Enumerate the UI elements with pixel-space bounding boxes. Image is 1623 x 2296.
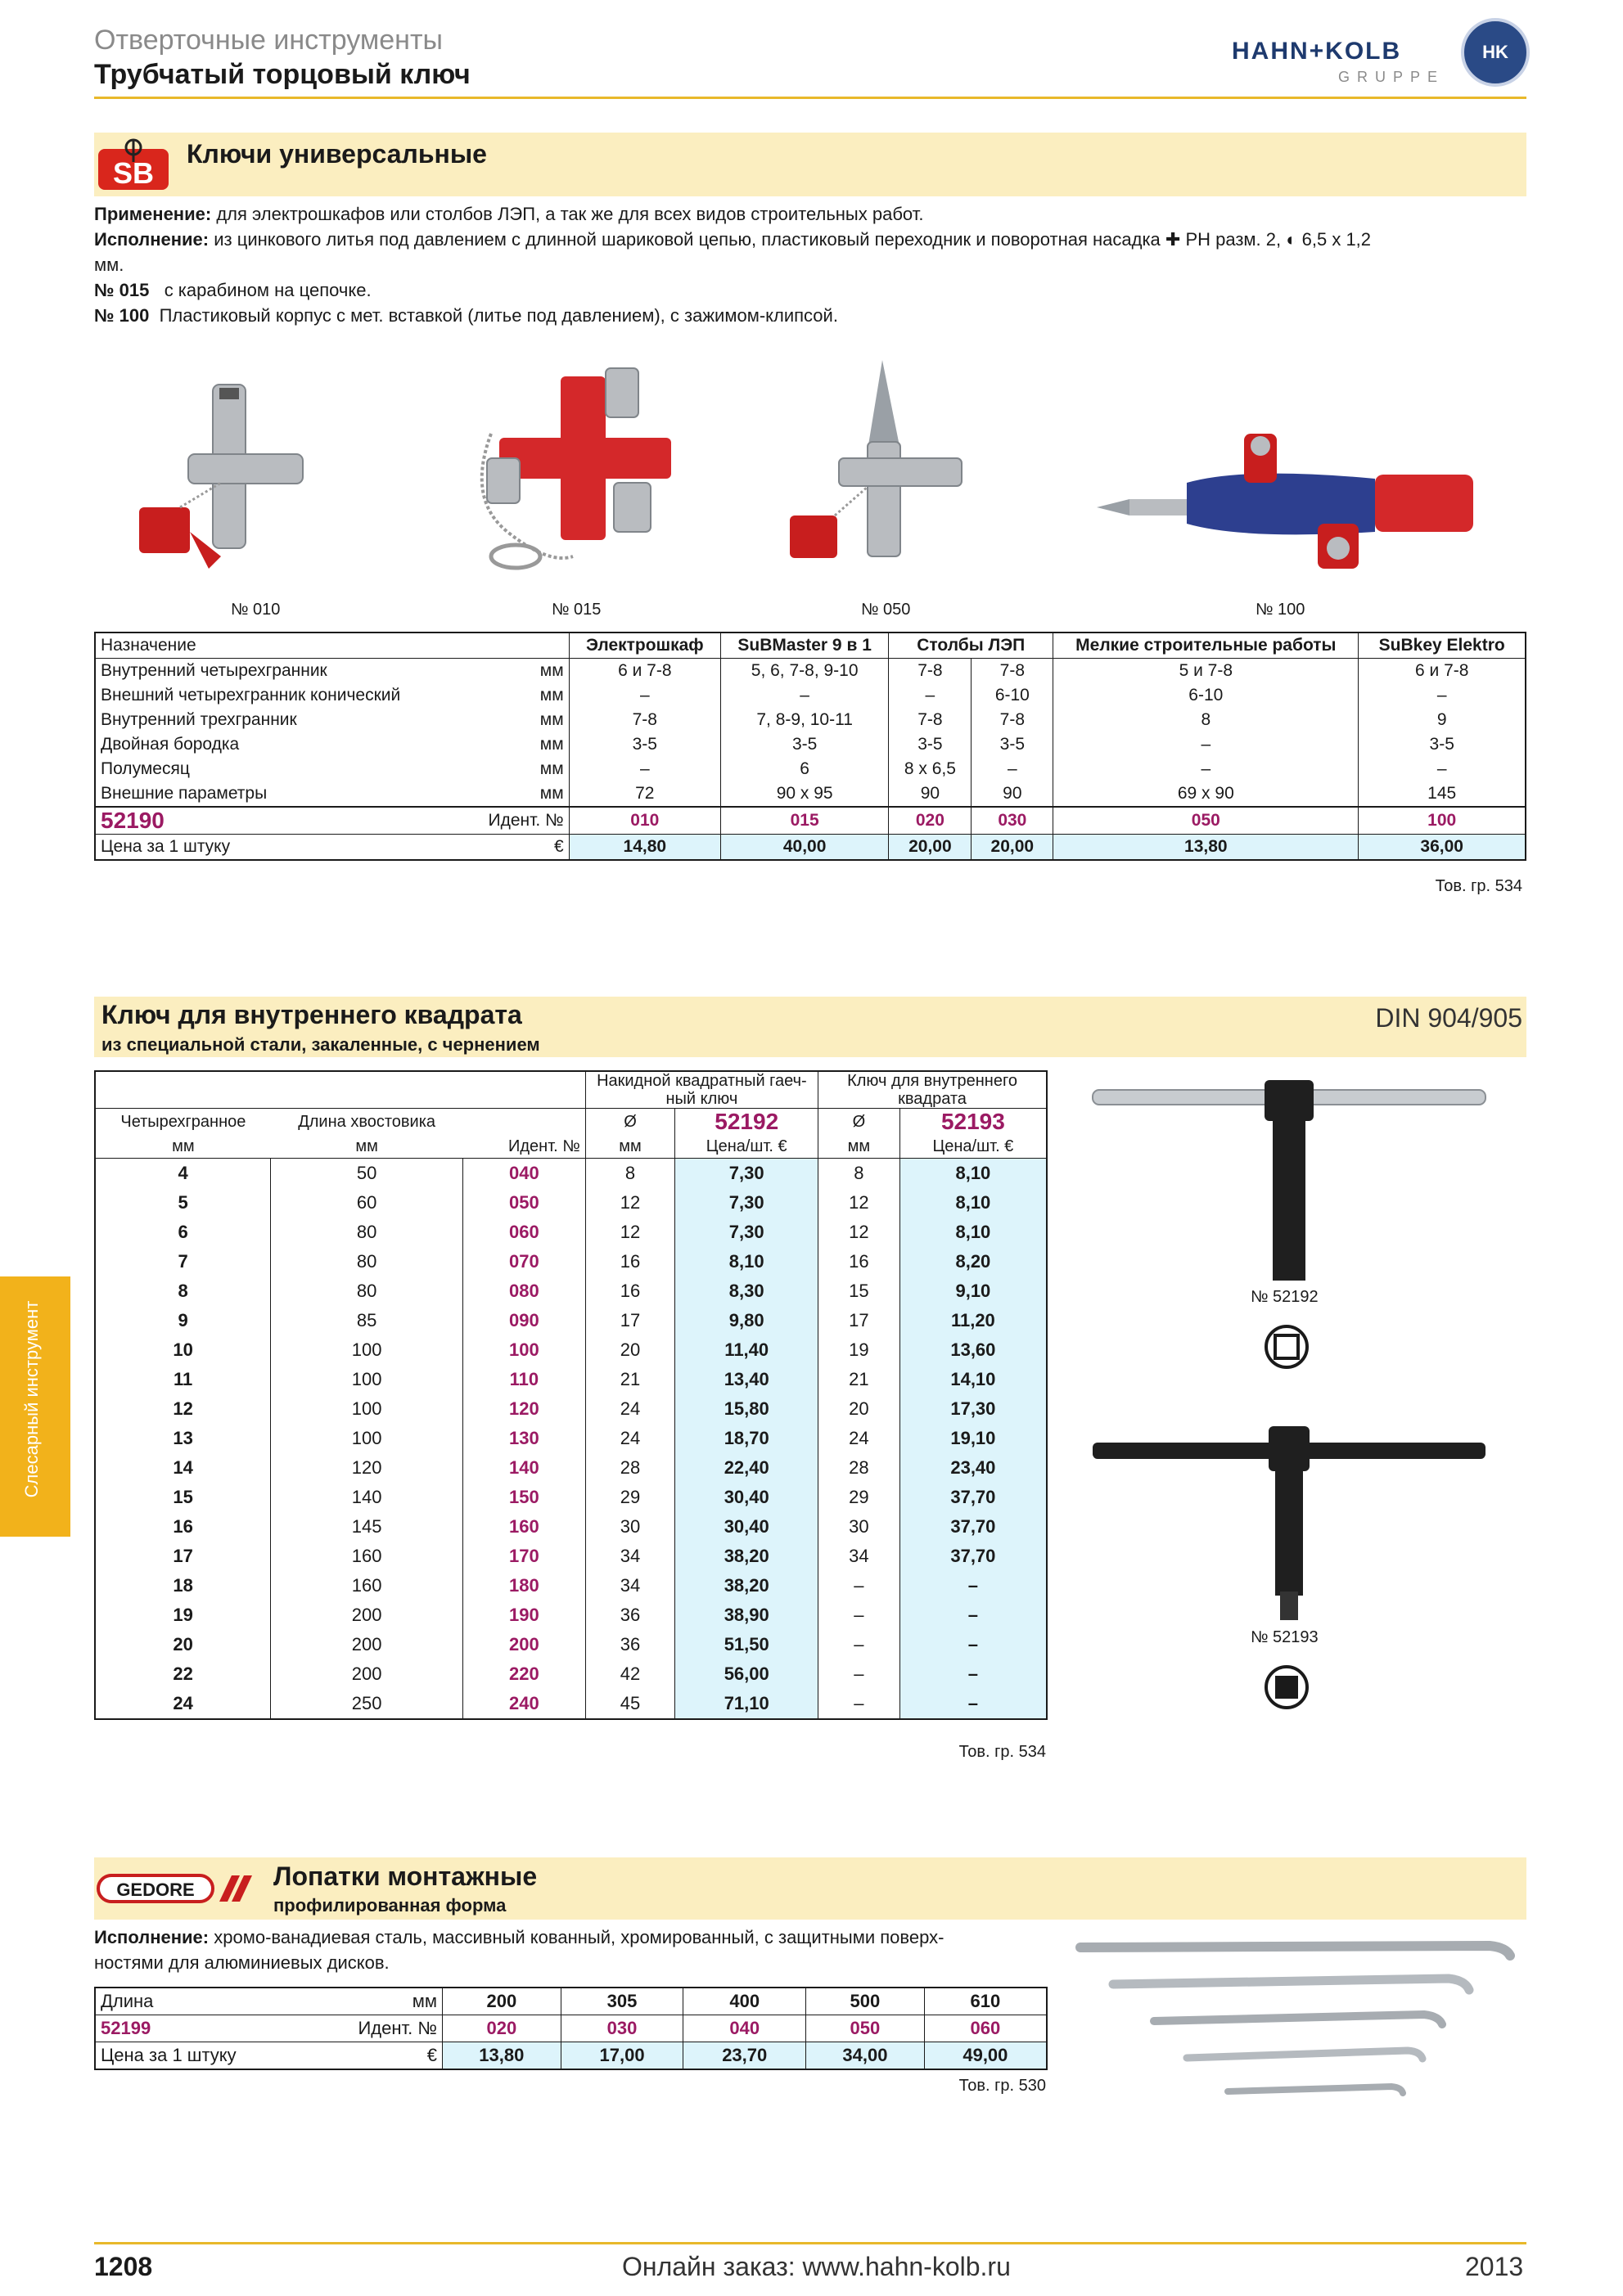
table-cell: 24 <box>173 1693 193 1713</box>
group2-header: Ключ для внутреннего квадрата <box>818 1071 1047 1109</box>
table-cell: 110 <box>462 1365 585 1394</box>
note2-label: № 100 <box>94 305 150 326</box>
table-cell: 11,40 <box>675 1335 818 1365</box>
table-cell: 16 <box>585 1247 675 1276</box>
execution-text: из цинкового литья под давлением с длинной шариковой цепью, пластиковый переходник и поворотная насадка ✚ PH разм. 2, ◐ 6,5 х 1,2 <box>214 229 1372 250</box>
table-cell: 8,10 <box>899 1159 1047 1189</box>
tool-image-52192 <box>1089 1080 1498 1293</box>
table-cell: 11,20 <box>899 1306 1047 1335</box>
product-image-010 <box>131 368 344 581</box>
column-header: Электрошкаф <box>569 633 720 659</box>
table-cell: 15 <box>173 1487 193 1507</box>
table-cell: 24 <box>818 1424 900 1453</box>
section2-subtitle: из специальной стали, закаленные, с чернением <box>101 1034 540 1055</box>
table-cell: 16 <box>585 1276 675 1306</box>
group-header-row <box>95 1071 1047 1109</box>
section1-description <box>94 201 1535 328</box>
table-cell: 12 <box>585 1218 675 1247</box>
table-cell: 16 <box>818 1247 900 1276</box>
price-label: Цена за 1 штуку <box>95 835 484 861</box>
logo-badge: HK <box>1461 18 1530 87</box>
table-cell: 18,70 <box>675 1424 818 1453</box>
table-cell: 34 <box>585 1571 675 1600</box>
purpose-label: Назначение <box>95 633 484 659</box>
note2-text: Пластиковый корпус с мет. вставкой (литье под давлением), с зажимом-клипсой. <box>159 305 838 326</box>
execution3-label: Исполнение: <box>94 1927 210 1947</box>
table-cell: 36 <box>585 1600 675 1630</box>
square-drive-icon <box>1264 1664 1310 1710</box>
section2-title: Ключ для внутреннего квадрата <box>101 1000 522 1029</box>
table-row <box>95 1394 1047 1424</box>
table-cell: 120 <box>271 1453 463 1483</box>
table-cell: 38,20 <box>675 1542 818 1571</box>
table-cell: 8 <box>178 1281 188 1301</box>
logo-main-text: HAHN+KOLB <box>1232 38 1402 65</box>
table-cell: 34 <box>818 1542 900 1571</box>
table-cell: 22,40 <box>675 1453 818 1483</box>
table-cell: 22 <box>173 1663 193 1684</box>
table-cell: 200 <box>271 1659 463 1689</box>
header-title: Трубчатый торцовый ключ <box>94 59 471 90</box>
caption-010: № 010 <box>231 601 281 619</box>
length-label: Длина <box>101 1991 154 2011</box>
table-cell: 24 <box>585 1424 675 1453</box>
table-cell: 8,10 <box>675 1247 818 1276</box>
table-cell: 12 <box>818 1218 900 1247</box>
table-row <box>95 1659 1047 1689</box>
table-cell: – <box>818 1600 900 1630</box>
table-cell: 30,40 <box>675 1512 818 1542</box>
group1-header: Накидной квадратный гаеч-ный ключ <box>585 1071 818 1109</box>
ident-row: 52190 Идент. № 010 015 020 030 050 100 <box>95 807 1526 835</box>
table-cell: – <box>818 1659 900 1689</box>
product-image-100 <box>1080 417 1490 581</box>
note1-label: № 015 <box>94 280 150 300</box>
side-tab-label: Слесарный инструмент <box>21 1300 42 1498</box>
table-cell: – <box>818 1571 900 1600</box>
col-diam-1: Ø <box>585 1109 675 1136</box>
table-cell: 9,80 <box>675 1306 818 1335</box>
execution-label: Исполнение: <box>94 229 210 250</box>
table-cell: 150 <box>462 1483 585 1512</box>
table-cell: 16 <box>173 1516 193 1537</box>
table-cell: 5 <box>178 1192 188 1213</box>
table-cell: 20 <box>585 1335 675 1365</box>
table-row <box>95 1247 1047 1276</box>
table-row: Полумесяц мм – 6 8 х 6,5 – – – <box>95 757 1526 781</box>
table-cell: 51,50 <box>675 1630 818 1659</box>
table-cell: 240 <box>462 1689 585 1719</box>
table-row: Внешний четырехгранник конический мм – – – 6-10 6-10 – <box>95 683 1526 708</box>
price-row: Цена за 1 штуку € 13,80 17,00 23,70 34,00 49,00 <box>95 2042 1047 2070</box>
execution3-text: хромо-ванадиевая сталь, массивный кованный, хромированный, с защитными поверх- <box>214 1927 944 1947</box>
footer-divider <box>94 2242 1526 2244</box>
table-cell: 12 <box>585 1188 675 1218</box>
table-cell: 100 <box>271 1424 463 1453</box>
section3-title: Лопатки монтажные <box>273 1862 538 1891</box>
table-cell: 9 <box>178 1310 188 1330</box>
table-cell: 19 <box>818 1335 900 1365</box>
table-cell: 24 <box>585 1394 675 1424</box>
footer-year: 2013 <box>1465 2252 1524 2281</box>
execution-text-cont: мм. <box>94 254 124 275</box>
table-cell: 100 <box>271 1335 463 1365</box>
tov-gr-3: Тов. гр. 530 <box>958 2077 1046 2095</box>
table-cell: 23,40 <box>899 1453 1047 1483</box>
table-cell: 17 <box>585 1306 675 1335</box>
table-cell: 8,30 <box>675 1276 818 1306</box>
section1-title: Ключи универсальные <box>187 139 487 169</box>
table-cell: – <box>899 1630 1047 1659</box>
table-cell: 85 <box>271 1306 463 1335</box>
table-cell: 190 <box>462 1600 585 1630</box>
table-cell: – <box>899 1689 1047 1719</box>
table-row <box>95 1335 1047 1365</box>
table-cell: 80 <box>271 1247 463 1276</box>
table-row: Внутренний трехгранник мм 7-8 7, 8-9, 10-11 7-8 7-8 8 9 <box>95 708 1526 732</box>
table-cell: 38,20 <box>675 1571 818 1600</box>
table-cell: 37,70 <box>899 1483 1047 1512</box>
table-cell: 100 <box>271 1365 463 1394</box>
table-cell: 13,40 <box>675 1365 818 1394</box>
table-row: Внутренний четырехгранник мм 6 и 7-8 5, 6, 7-8, 9-10 7-8 7-8 5 и 7-8 6 и 7-8 <box>95 659 1526 684</box>
table-cell: 11 <box>173 1369 193 1389</box>
table-cell: 6 <box>178 1222 188 1242</box>
table-cell: 130 <box>462 1424 585 1453</box>
table-cell: 34 <box>585 1542 675 1571</box>
table-cell: 15,80 <box>675 1394 818 1424</box>
table-cell: 15 <box>818 1276 900 1306</box>
table-cell: 180 <box>462 1571 585 1600</box>
table-cell: – <box>899 1600 1047 1630</box>
universal-keys-table <box>94 632 1526 861</box>
caption-050: № 050 <box>861 601 911 619</box>
application-text: для электрошкафов или столбов ЛЭП, а так же для всех видов строительных работ. <box>216 204 924 224</box>
ident-label: Идент. № <box>484 807 570 835</box>
header-divider <box>94 97 1526 99</box>
table-row <box>95 1159 1047 1189</box>
table-cell: 38,90 <box>675 1600 818 1630</box>
table-cell: 21 <box>585 1365 675 1394</box>
length-unit: мм <box>412 1991 437 2011</box>
table-cell: 8,20 <box>899 1247 1047 1276</box>
table-row <box>95 1600 1047 1630</box>
table-row <box>95 1276 1047 1306</box>
table-cell: 20 <box>818 1394 900 1424</box>
square-key-table-body <box>95 1159 1047 1720</box>
square-key-table <box>94 1070 1048 1720</box>
table-cell: 100 <box>271 1394 463 1424</box>
table-row <box>95 1188 1047 1218</box>
table-cell: 4 <box>178 1163 188 1183</box>
table-cell: 200 <box>462 1630 585 1659</box>
table-cell: 71,10 <box>675 1689 818 1719</box>
table-cell: 30,40 <box>675 1483 818 1512</box>
table-row <box>95 1630 1047 1659</box>
table-cell: 145 <box>271 1512 463 1542</box>
caption-100: № 100 <box>1256 601 1305 619</box>
table-cell: 14 <box>173 1457 193 1478</box>
table-row <box>95 1365 1047 1394</box>
table-row <box>95 1512 1047 1542</box>
col-diam-2: Ø <box>818 1109 900 1136</box>
table-cell: 21 <box>818 1365 900 1394</box>
table-cell: 200 <box>271 1630 463 1659</box>
page-number: 1208 <box>94 2252 153 2281</box>
table-row: Внешние параметры мм 72 90 х 95 90 90 69 х 90 145 <box>95 781 1526 807</box>
table-cell: 7 <box>178 1251 188 1272</box>
ident-row: 52199 Идент. № 020 030 040 050 060 <box>95 2015 1047 2042</box>
table-cell: 56,00 <box>675 1659 818 1689</box>
table-cell: 17 <box>818 1306 900 1335</box>
table-row <box>95 1218 1047 1247</box>
table-cell: 28 <box>818 1453 900 1483</box>
table-cell: 80 <box>271 1276 463 1306</box>
table-cell: 050 <box>462 1188 585 1218</box>
table-header-row <box>95 633 1526 659</box>
gedore-brand-text: GEDORE <box>116 1880 195 1900</box>
tov-gr-2: Тов. гр. 534 <box>958 1743 1046 1761</box>
art-52193: 52193 <box>899 1109 1047 1136</box>
art-52192: 52192 <box>675 1109 818 1136</box>
column-header: Столбы ЛЭП <box>889 633 1053 659</box>
application-label: Применение: <box>94 204 212 224</box>
table-cell: 160 <box>462 1512 585 1542</box>
table-cell: 9,10 <box>899 1276 1047 1306</box>
table-cell: 8,10 <box>899 1218 1047 1247</box>
price-unit: € <box>426 2045 437 2065</box>
side-tab[interactable] <box>0 1276 70 1537</box>
column-header: SuBkey Elektro <box>1359 633 1526 659</box>
table-cell: 220 <box>462 1659 585 1689</box>
table-cell: 040 <box>462 1159 585 1189</box>
table-row <box>95 1483 1047 1512</box>
unit-header-row: мм мм Идент. № мм Цена/шт. € мм Цена/шт. € <box>95 1135 1047 1159</box>
table-cell: 7,30 <box>675 1218 818 1247</box>
price-unit: € <box>484 835 570 861</box>
table-row <box>95 1453 1047 1483</box>
table-cell: 060 <box>462 1218 585 1247</box>
length-row: Длина мм 200 305 400 500 610 <box>95 1988 1047 2015</box>
product-image-050 <box>786 352 999 581</box>
logo-sub-text: GRUPPE <box>1338 69 1445 85</box>
table-row <box>95 1689 1047 1719</box>
table-cell: 37,70 <box>899 1512 1047 1542</box>
table-cell: 30 <box>818 1512 900 1542</box>
table-cell: 160 <box>271 1571 463 1600</box>
gedore-logo <box>97 1872 260 1905</box>
table-cell: 18 <box>173 1575 193 1596</box>
table-cell: 090 <box>462 1306 585 1335</box>
table-cell: – <box>899 1659 1047 1689</box>
sb-brand-logo <box>97 137 170 193</box>
table-cell: 60 <box>271 1188 463 1218</box>
column-header: Мелкие строительные работы <box>1053 633 1359 659</box>
table-cell: – <box>899 1571 1047 1600</box>
table-row <box>95 1542 1047 1571</box>
caption-015: № 015 <box>552 601 602 619</box>
hahn-kolb-logo <box>1232 18 1526 92</box>
table-cell: 170 <box>462 1542 585 1571</box>
article-number-52199: 52199 <box>101 2018 151 2038</box>
table-cell: 8 <box>585 1159 675 1189</box>
sb-brand-text: SB <box>112 156 155 190</box>
section3-description <box>94 1925 1044 1975</box>
table-cell: 80 <box>271 1218 463 1247</box>
table-cell: 120 <box>462 1394 585 1424</box>
table-cell: 100 <box>462 1335 585 1365</box>
table-cell: 13 <box>173 1428 193 1448</box>
table-row <box>95 1571 1047 1600</box>
table-cell: 140 <box>271 1483 463 1512</box>
table-cell: 17 <box>173 1546 193 1566</box>
header-category: Отверточные инструменты <box>94 25 443 56</box>
column-header-row <box>95 1109 1047 1136</box>
caption-52192: № 52192 <box>1251 1288 1319 1306</box>
table-cell: – <box>818 1689 900 1719</box>
table-cell: 19,10 <box>899 1424 1047 1453</box>
price-row: Цена за 1 штуку € 14,80 40,00 20,00 20,00 13,80 36,00 <box>95 835 1526 861</box>
tire-levers-image <box>1064 1931 1522 2127</box>
table-cell: 160 <box>271 1542 463 1571</box>
table-cell: 45 <box>585 1689 675 1719</box>
table-cell: 7,30 <box>675 1159 818 1189</box>
table-cell: 8,10 <box>899 1188 1047 1218</box>
execution3-text-cont: ностями для алюминиевых дисков. <box>94 1952 390 1973</box>
table-cell: 12 <box>173 1398 193 1419</box>
din-label: DIN 904/905 <box>1375 1003 1522 1033</box>
col-square: Четырехгранное <box>120 1112 246 1131</box>
table-cell: 20 <box>173 1634 193 1654</box>
note1-text: с карабином на цепочке. <box>164 280 372 300</box>
table-cell: 37,70 <box>899 1542 1047 1571</box>
table-cell: 12 <box>818 1188 900 1218</box>
table-cell: 10 <box>173 1339 193 1360</box>
table-cell: 080 <box>462 1276 585 1306</box>
table-cell: 140 <box>462 1453 585 1483</box>
square-socket-icon <box>1264 1324 1310 1370</box>
tire-levers-table <box>94 1987 1048 2070</box>
table-cell: 14,10 <box>899 1365 1047 1394</box>
price-label: Цена за 1 штуку <box>101 2045 237 2065</box>
column-header: SuBMaster 9 в 1 <box>720 633 888 659</box>
table-cell: – <box>818 1630 900 1659</box>
table-cell: 28 <box>585 1453 675 1483</box>
tov-gr-1: Тов. гр. 534 <box>1435 877 1522 895</box>
table-row: Двойная бородка мм 3-5 3-5 3-5 3-5 – 3-5 <box>95 732 1526 757</box>
caption-52193: № 52193 <box>1251 1628 1319 1646</box>
table-cell: 17,30 <box>899 1394 1047 1424</box>
table-cell: 30 <box>585 1512 675 1542</box>
table-cell: 19 <box>173 1605 193 1625</box>
table-cell: 7,30 <box>675 1188 818 1218</box>
ident-label: Идент. № <box>358 2018 437 2038</box>
table-cell: 8 <box>818 1159 900 1189</box>
table-cell: 42 <box>585 1659 675 1689</box>
table-cell: 29 <box>585 1483 675 1512</box>
table-cell: 50 <box>271 1159 463 1189</box>
table-cell: 070 <box>462 1247 585 1276</box>
table-cell: 36 <box>585 1630 675 1659</box>
col-length: Длина хвостовика <box>298 1112 436 1131</box>
section3-subtitle: профилированная форма <box>273 1895 507 1916</box>
table-cell: 250 <box>271 1689 463 1719</box>
footer-website[interactable]: Онлайн заказ: www.hahn-kolb.ru <box>622 2252 1011 2281</box>
table-row <box>95 1306 1047 1335</box>
product-image-015 <box>458 360 704 589</box>
table-row <box>95 1424 1047 1453</box>
table-cell: 200 <box>271 1600 463 1630</box>
article-number: 52190 <box>95 807 484 835</box>
tool-image-52193 <box>1089 1420 1498 1624</box>
table-cell: 29 <box>818 1483 900 1512</box>
table-cell: 13,60 <box>899 1335 1047 1365</box>
